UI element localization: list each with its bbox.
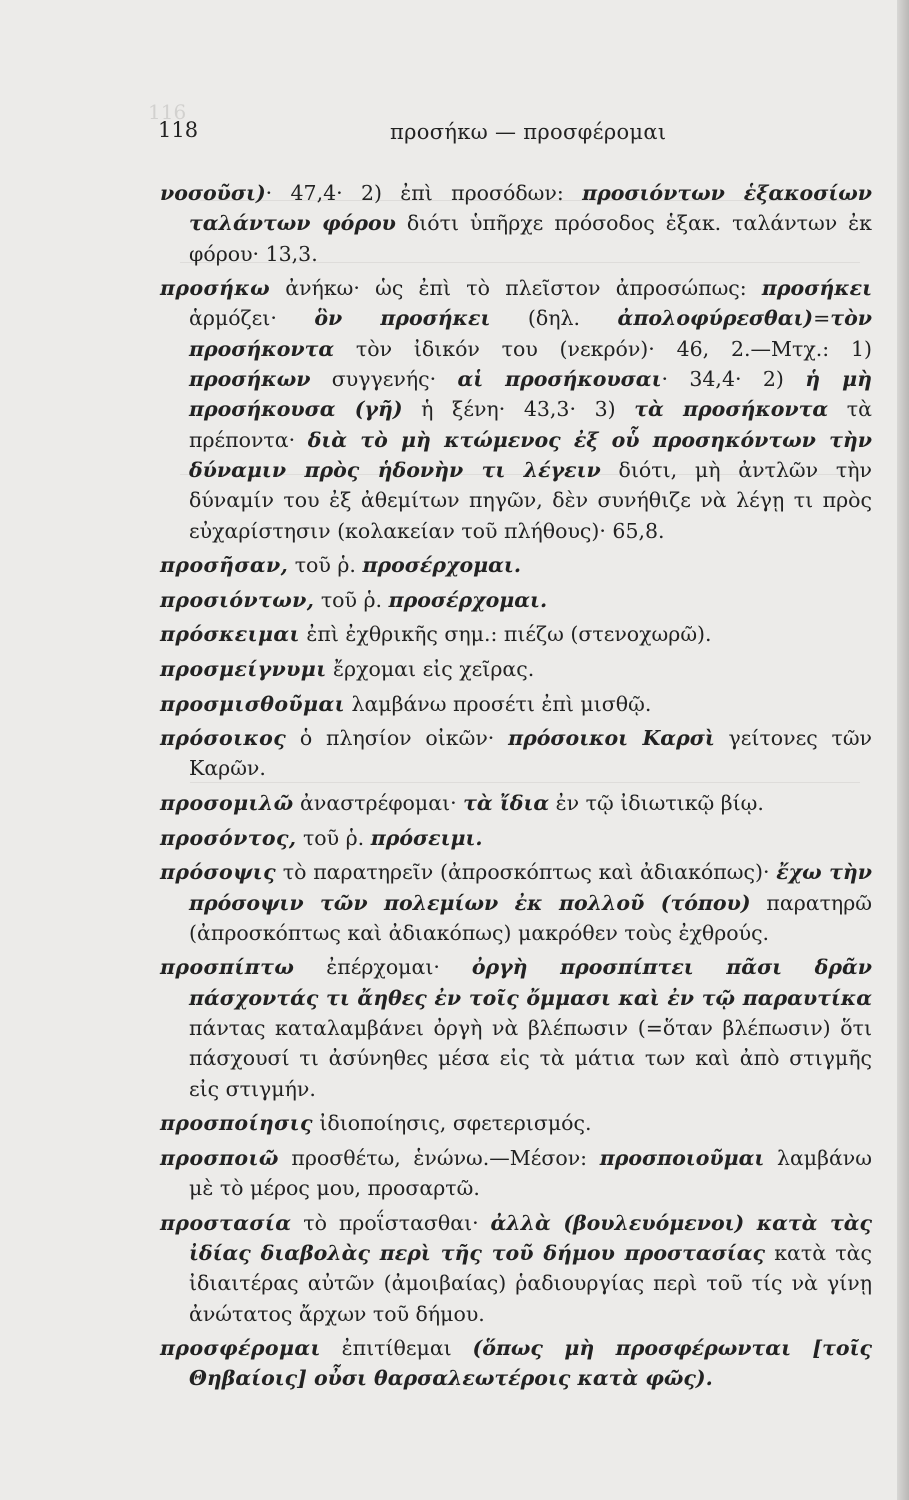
- page-number: 118: [158, 118, 199, 142]
- headword: προσπίπτω: [160, 955, 295, 980]
- quoted-phrase: διὰ τὸ μὴ κτώμενος ἐξ οὗ προσηκόντων τὴν δύναμιν πρὸς ἡδονὴν τι λέγειν: [189, 427, 873, 482]
- dictionary-entry: [160, 178, 872, 269]
- dictionary-entry: [160, 550, 872, 580]
- headword: προσμισθοῦμαι: [160, 691, 345, 716]
- quoted-phrase: νοσοῦσι): [160, 181, 266, 205]
- quoted-phrase: (ὅπως μὴ προσφέρωνται [τοῖς Θηβαίοις] οὖσι θαρσαλεωτέροις κατὰ φῶς).: [189, 1336, 872, 1391]
- headword: προσμείγνυμι: [160, 656, 327, 681]
- definition-text: ἐπὶ ἐχθρικῆς σημ.: πιέζω (στενοχωρῶ).: [299, 622, 712, 647]
- definition-text: τοῦ ῥ.: [296, 825, 371, 850]
- dictionary-entry: [160, 689, 872, 719]
- headword: πρόσκειμαι: [160, 622, 300, 647]
- dictionary-entry: [160, 1208, 872, 1329]
- quoted-phrase: προσέρχομαι.: [388, 587, 548, 612]
- quoted-phrase: τὰ προσήκοντα: [634, 397, 829, 422]
- definition-text: ἐπέρχομαι·: [294, 955, 472, 980]
- definition-text: ἀναστρέφομαι·: [293, 791, 464, 816]
- dictionary-entry: [160, 654, 872, 684]
- definition-text: τοῦ ῥ.: [314, 587, 389, 612]
- definition-text: τὰ πρέποντα·: [189, 397, 872, 452]
- headword: προσόντος,: [160, 825, 297, 850]
- definition-text: ἐπιτίθεμαι: [320, 1336, 473, 1361]
- headword: προσποίησις: [160, 1111, 313, 1136]
- page-edge: [897, 0, 909, 1500]
- page-header: [158, 118, 870, 148]
- quoted-phrase: προσήκει: [761, 276, 872, 301]
- definition-text: διότι ὑπῆρχε πρόσοδος ἑξακ. ταλάντων ἐκ φόρου· 13,3.: [189, 211, 872, 266]
- definition-text: · 47,4· 2) ἐπὶ προσόδων:: [265, 181, 583, 205]
- definition-text: ἀνήκω· ὡς ἐπὶ τὸ πλεῖστον ἀπροσώπως:: [270, 276, 762, 301]
- quoted-phrase: ὃν προσήκει: [314, 306, 491, 331]
- quoted-phrase: προσιόντων ἑξακοσίων ταλάντων φόρου: [189, 181, 872, 236]
- dictionary-entry: [160, 1108, 872, 1138]
- definition-text: =: [813, 306, 831, 331]
- definition-text: · 34,4· 2): [661, 367, 806, 392]
- quoted-phrase: προσήκων: [189, 367, 311, 392]
- headword: προσήκω: [160, 276, 271, 301]
- definition-text: προσθέτω, ἑνώνω.—Μέσον:: [278, 1145, 600, 1170]
- definition-text: πάντας καταλαμβάνει ὀργὴ νὰ βλέπωσιν (=ὅταν βλέπωσιν) ὅτι πάσχουσί τι ἀσύνηθες μέσα εἰς τὰ μάτια των καὶ ἀπὸ στιγμῆς εἰς στιγμήν.: [189, 1015, 872, 1101]
- definition-text: (δηλ.: [490, 306, 618, 331]
- dictionary-entry: [160, 788, 872, 818]
- dictionary-entry: [160, 1333, 872, 1394]
- dictionary-entry: [160, 823, 872, 853]
- headword: προσιόντων,: [160, 587, 315, 612]
- definition-text: τὸν ἰδικόν του (νεκρόν)· 46, 2.—Μτχ.: 1): [334, 336, 872, 361]
- definition-text: ὁ πλησίον οἰκῶν·: [286, 726, 509, 751]
- quoted-phrase: αἱ προσήκουσαι: [457, 367, 662, 392]
- quoted-phrase: ἡ μὴ προσήκουσα (γῆ): [189, 367, 872, 422]
- quoted-phrase: ἔχω τὴν πρόσοψιν τῶν πολεμίων ἐκ πολλοῦ (τόπου): [189, 860, 872, 915]
- headword: πρόσοψις: [160, 860, 276, 885]
- quoted-phrase: τὰ ἴδια: [463, 791, 550, 816]
- definition-text: διότι, μὴ ἀντλῶν τὴν δύναμίν του ἐξ ἀθεμίτων πηγῶν, δὲν συνήθιζε νὰ λέγῃ τι πρὸς εὐχαρίστησιν (κολακείαν τοῦ πλήθους)· 65,8.: [189, 457, 872, 543]
- definition-text: ἔρχομαι εἰς χεῖρας.: [326, 656, 535, 681]
- headword: προστασία: [160, 1210, 292, 1235]
- dictionary-text: [160, 178, 872, 1398]
- quoted-phrase: προσποιοῦμαι: [599, 1145, 765, 1170]
- quoted-phrase: ἀπολοφύρεσθαι): [617, 306, 814, 331]
- quoted-phrase: ὀργὴ προσπίπτει πᾶσι δρᾶν πάσχοντάς τι ἄηθες ἐν τοῖς ὄμμασι καὶ ἐν τῷ παραυτίκα: [189, 955, 872, 1010]
- definition-text: γείτονες τῶν Καρῶν.: [189, 726, 872, 781]
- headword: πρόσοικος: [160, 726, 287, 751]
- headword: προσφέρομαι: [160, 1336, 321, 1361]
- quoted-phrase: ἀλλὰ (βουλευόμενοι) κατὰ τὰς ἰδίας διαβολὰς περὶ τῆς τοῦ δήμου προστασίας: [189, 1210, 872, 1265]
- dictionary-entry: [160, 585, 872, 615]
- definition-text: ἐν τῷ ἰδιωτικῷ βίῳ.: [549, 791, 764, 816]
- definition-text: λαμβάνω μὲ τὸ μέρος μου, προσαρτῶ.: [189, 1145, 872, 1201]
- running-head: προσήκω — προσφέρομαι: [390, 120, 667, 144]
- definition-text: ἁρμόζει·: [189, 306, 315, 331]
- quoted-phrase: τὸν προσήκοντα: [189, 306, 872, 361]
- definition-text: λαμβάνω προσέτι ἐπὶ μισθῷ.: [344, 691, 652, 716]
- definition-text: παρατηρῶ (ἀπροσκόπτως καὶ ἀδιακόπως) μακρόθεν τοὺς ἐχθρούς.: [189, 890, 872, 945]
- definition-text: ἰδιοποίησις, σφετερισμός.: [312, 1111, 592, 1136]
- dictionary-entry: [160, 723, 872, 784]
- definition-text: κατὰ τὰς ἰδιαιτέρας αὐτῶν (ἀμοιβαίας) ῥαδιουργίας περὶ τοῦ τίς νὰ γίνῃ ἀνώτατος ἄρχων τοῦ δήμου.: [189, 1240, 872, 1326]
- headword: προσποιῶ: [160, 1145, 279, 1170]
- dictionary-entry: [160, 857, 872, 948]
- definition-text: τοῦ ῥ.: [288, 553, 363, 578]
- dictionary-entry: [160, 1143, 872, 1204]
- dictionary-entry: [160, 952, 872, 1103]
- definition-text: τὸ προΐστασθαι·: [291, 1210, 491, 1235]
- headword: προσῆσαν,: [160, 553, 289, 578]
- quoted-phrase: πρόσειμι.: [370, 825, 483, 850]
- dictionary-entry: [160, 619, 872, 649]
- quoted-phrase: πρόσοικοι Καρσὶ: [508, 726, 715, 751]
- headword: προσομιλῶ: [160, 791, 294, 816]
- definition-text: συγγενής·: [310, 367, 458, 392]
- quoted-phrase: προσέρχομαι.: [362, 553, 521, 578]
- dictionary-entry: [160, 273, 872, 546]
- definition-text: τὸ παρατηρεῖν (ἀπροσκόπτως καὶ ἀδιακόπως)·: [276, 860, 777, 885]
- bleed-through-page-number: 116: [148, 100, 187, 124]
- definition-text: ἡ ξένη· 43,3· 3): [402, 397, 635, 422]
